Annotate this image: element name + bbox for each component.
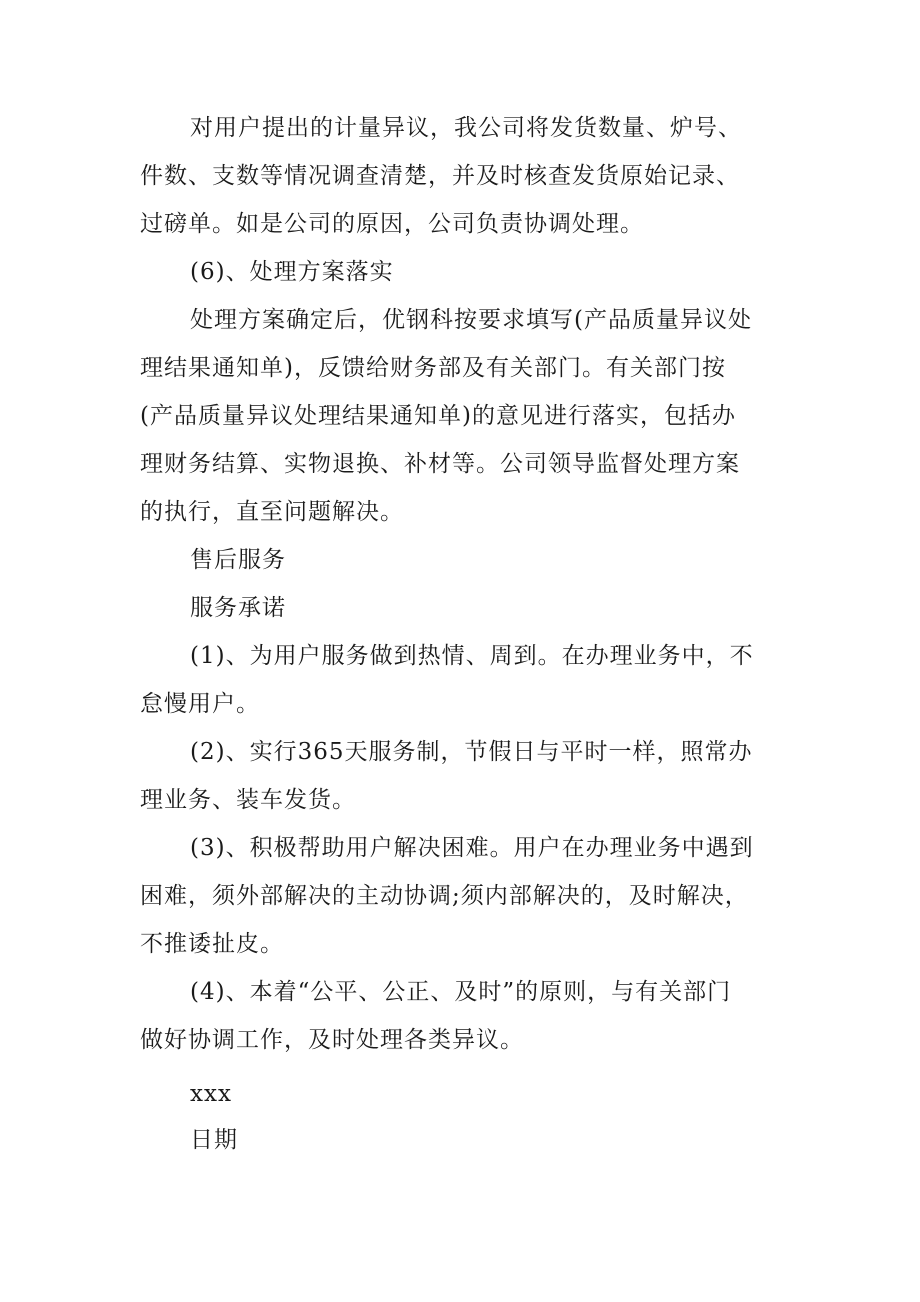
section-heading-commitment [140,584,780,632]
section-heading-6 [140,248,780,296]
signature-name [140,1070,780,1118]
signature-date [140,1116,780,1164]
heading-text: 服务承诺 [190,595,286,621]
paragraph-plan-implementation [140,296,780,536]
section-heading-after-sales [140,536,780,584]
text-line: 做好协调工作，及时处理各类异议。 [140,1027,524,1053]
text-line: 理财务结算、实物退换、补材等。公司领导监督处理方案 [140,451,740,477]
text-line: 处理方案确定后，优钢科按要求填写(产品质量异议处 [190,307,752,333]
text-line: (产品质量异议处理结果通知单)的意见进行落实，包括办 [140,403,736,429]
text-line: 对用户提出的计量异议，我公司将发货数量、炉号、 [190,115,742,141]
text-line: (1)、为用户服务做到热情、周到。在办理业务中，不 [190,643,754,669]
signature-text: xxx [190,1081,232,1107]
text-line: 的执行，直至问题解决。 [140,499,404,525]
text-line: 不推诿扯皮。 [140,931,284,957]
text-line: 困难，须外部解决的主动协调;须内部解决的，及时解决， [140,883,749,909]
commitment-item-3 [140,824,780,968]
text-line: (2)、实行365天服务制，节假日与平时一样，照常办 [190,739,753,765]
commitment-item-2 [140,728,780,824]
text-line: 过磅单。如是公司的原因，公司负责协调处理。 [140,211,644,237]
text-line: 理业务、装车发货。 [140,787,356,813]
text-line: 怠慢用户。 [140,691,260,717]
text-line: (4)、本着“公平、公正、及时”的原则，与有关部门 [190,979,732,1005]
paragraph-metering-objection [140,104,780,248]
commitment-item-1 [140,632,780,728]
heading-text: (6)、处理方案落实 [190,259,394,285]
text-line: 件数、支数等情况调查清楚，并及时核查发货原始记录、 [140,163,740,189]
heading-text: 售后服务 [190,547,286,573]
commitment-item-4 [140,968,780,1064]
date-text: 日期 [190,1127,238,1153]
text-line: (3)、积极帮助用户解决困难。用户在办理业务中遇到 [190,835,754,861]
text-line: 理结果通知单)，反馈给财务部及有关部门。有关部门按 [140,355,726,381]
